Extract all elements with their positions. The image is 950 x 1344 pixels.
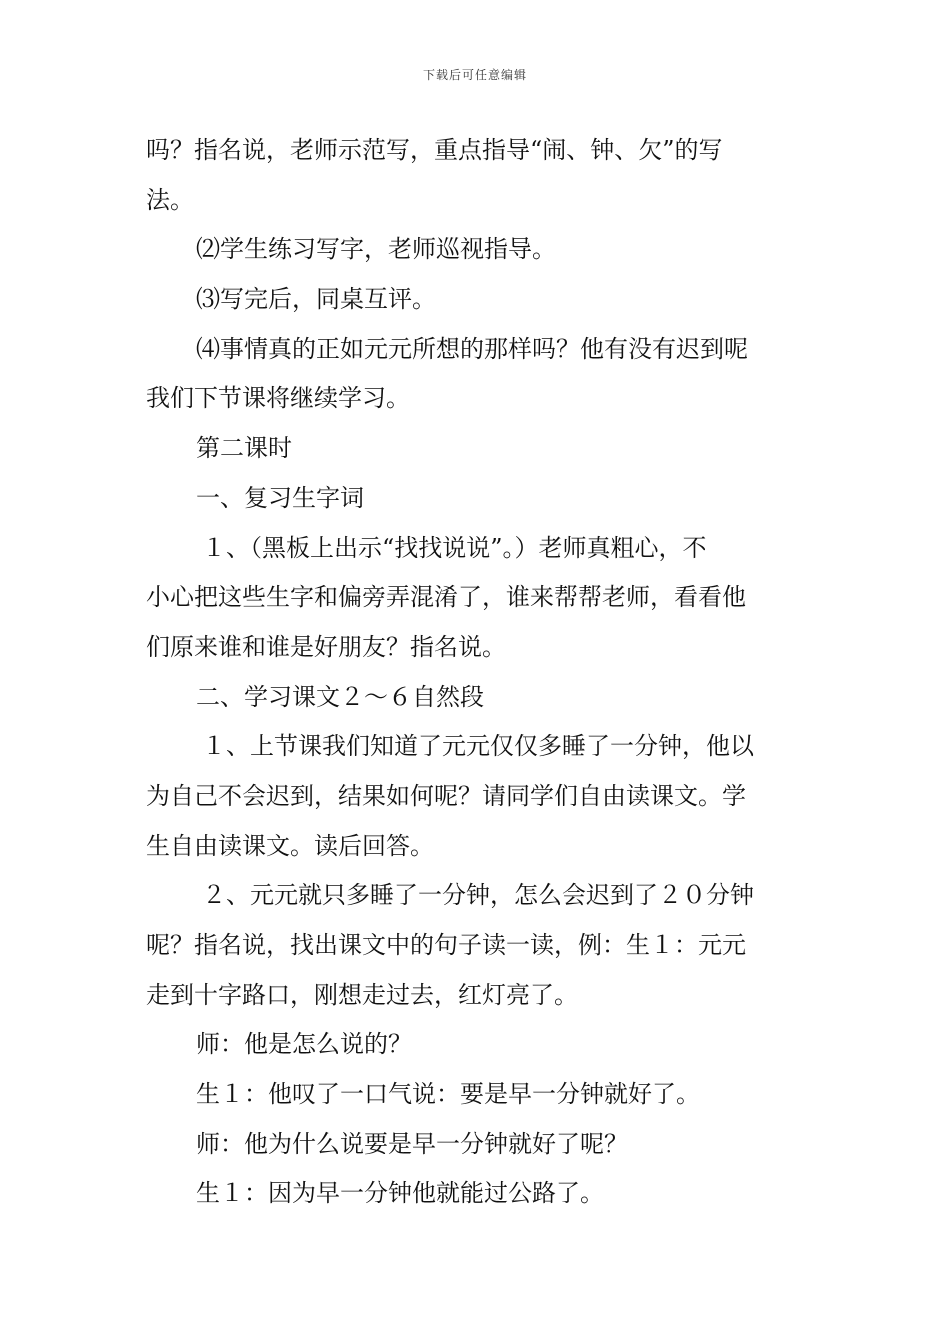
page-header: 下载后可任意编辑 [422, 68, 527, 82]
text-line: 吗？指名说，老师示范写，重点指导“闹、钟、欠”的写 [146, 136, 723, 164]
text-line: ２、元元就只多睡了一分钟，怎么会迟到了２０分钟 [202, 881, 754, 910]
section-heading: 第二课时 [196, 434, 292, 463]
section-heading: 二、学习课文２～６自然段 [196, 682, 484, 711]
text-line: １、（黑板上出示“找找说说”。）老师真粗心，不 [202, 533, 707, 562]
text-line: 小心把这些生字和偏旁弄混淆了，谁来帮帮老师，看看他 [146, 583, 746, 612]
text-line: 们原来谁和谁是好朋友？指名说。 [146, 632, 506, 661]
text-line: 法。 [146, 185, 194, 214]
dialogue-line: 生１：他叹了一口气说：要是早一分钟就好了。 [196, 1080, 700, 1109]
text-line: １、上节课我们知道了元元仅仅多睡了一分钟，他以 [202, 732, 754, 761]
text-line: 生自由读课文。读后回答。 [146, 831, 434, 860]
text-line: ⑵学生练习写字，老师巡视指导。 [196, 235, 556, 264]
dialogue-line: 师：他为什么说要是早一分钟就好了呢？ [196, 1129, 628, 1158]
section-heading: 一、复习生字词 [196, 483, 364, 512]
dialogue-line: 师：他是怎么说的？ [196, 1030, 412, 1059]
dialogue-line: 生１：因为早一分钟他就能过公路了。 [196, 1179, 604, 1208]
text-line: 为自己不会迟到，结果如何呢？请同学们自由读课文。学 [146, 781, 746, 810]
text-line: ⑷事情真的正如元元所想的那样吗？他有没有迟到呢 [196, 334, 748, 363]
text-line: 呢？指名说，找出课文中的句子读一读，例：生１：元元 [146, 931, 746, 959]
document-body [146, 126, 806, 1219]
text-line: 走到十字路口，刚想走过去，红灯亮了。 [146, 980, 578, 1009]
text-line: 我们下节课将继续学习。 [146, 384, 410, 413]
text-line: ⑶写完后，同桌互评。 [196, 285, 436, 314]
